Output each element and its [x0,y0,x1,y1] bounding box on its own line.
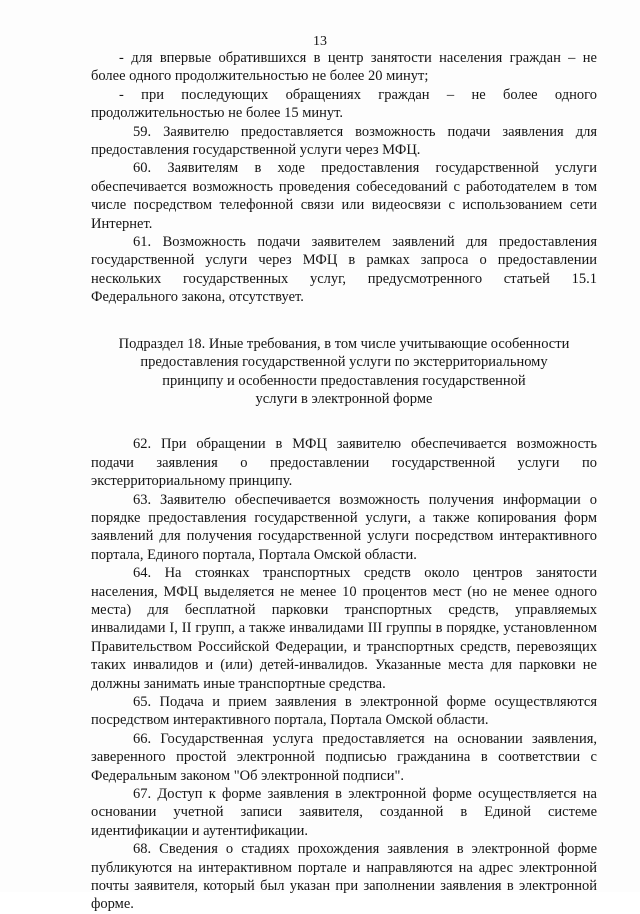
page-number: 13 [313,34,327,49]
heading-line: услуги в электронной форме [255,390,433,407]
paragraph-66: 66. Государственная услуга предоставляется на основании заявления, заверенного простой электронной подписью гражданина в соответствии с Федеральным законом "Об электронной подписи". [91,730,597,784]
document-body [91,49,597,914]
paragraph-62: 62. При обращении в МФЦ заявителю обеспечивается возможность подачи заявления о предоставлении государственной услуги по экстерриториальному принципу. [91,436,597,490]
heading-line: принципу и особенности предоставления государственной [162,372,526,389]
paragraph-67: 67. Доступ к форме заявления в электронной форме осуществляется на основании учетной записи заявителя, созданной в Единой системе идентификации и аутентификации. [91,786,597,839]
paragraph-59: 59. Заявителю предоставляется возможность подачи заявления для предоставления государственной услуги через МФЦ. [91,123,597,159]
paragraph-60: 60. Заявителям в ходе предоставления государственной услуги обеспечивается возможность проведения собеседований с работодателем в том числе посредством телефонной связи или видеосвязи с использованием сети Интернет. [91,160,597,232]
paragraph-61: 61. Возможность подачи заявителем заявлений для предоставления государственной услуги через МФЦ в рамках запроса о предоставлении нескольких государственных услуг, предусмотренного статьей 15.1 Федерального закона, отсутствует. [91,234,597,306]
heading-line: предоставления государственной услуги по экстерриториальному [140,354,548,371]
subsection-18-heading [91,335,597,409]
heading-line: Подраздел 18. Иные требования, в том числе учитывающие особенности [118,335,570,352]
paragraph-63: 63. Заявителю обеспечивается возможность получения информации о порядке предоставления государственной услуги, а также копирования форм заявлений для получения государственной услуги посредством интерактивного портала, Единого портала, Портала Омской области. [91,491,597,563]
bullet-repeat: - при последующих обращениях граждан – не более одного продолжительностью не более 15 минут. [91,86,597,122]
paragraph-64: 64. На стоянках транспортных средств около центров занятости населения, МФЦ выделяется не менее 10 процентов мест (но не менее одного места) для бесплатной парковки транспортных средств, управляемых инвалидами I, II групп, а также инвалидами III группы в порядке, установленном Правительством Российской Федерации, и транспортных средств, перевозящих таких инвалидов и (или) детей-инвалидов. Указанные места для парковки не должны занимать иные транспортные средства. [91,565,597,692]
paragraph-68: 68. Сведения о стадиях прохождения заявления в электронной форме публикуются на интерактивном портале и направляются на адрес электронной почты заявителя, который был указан при заполнении заявления в электронной форме. [91,841,597,913]
paragraph-65: 65. Подача и прием заявления в электронной форме осуществляются посредством интерактивного портала, Портала Омской области. [91,694,597,729]
bullet-first-time: - для впервые обратившихся в центр занятости населения граждан – не более одного продолжительностью не более 20 минут; [91,50,597,85]
